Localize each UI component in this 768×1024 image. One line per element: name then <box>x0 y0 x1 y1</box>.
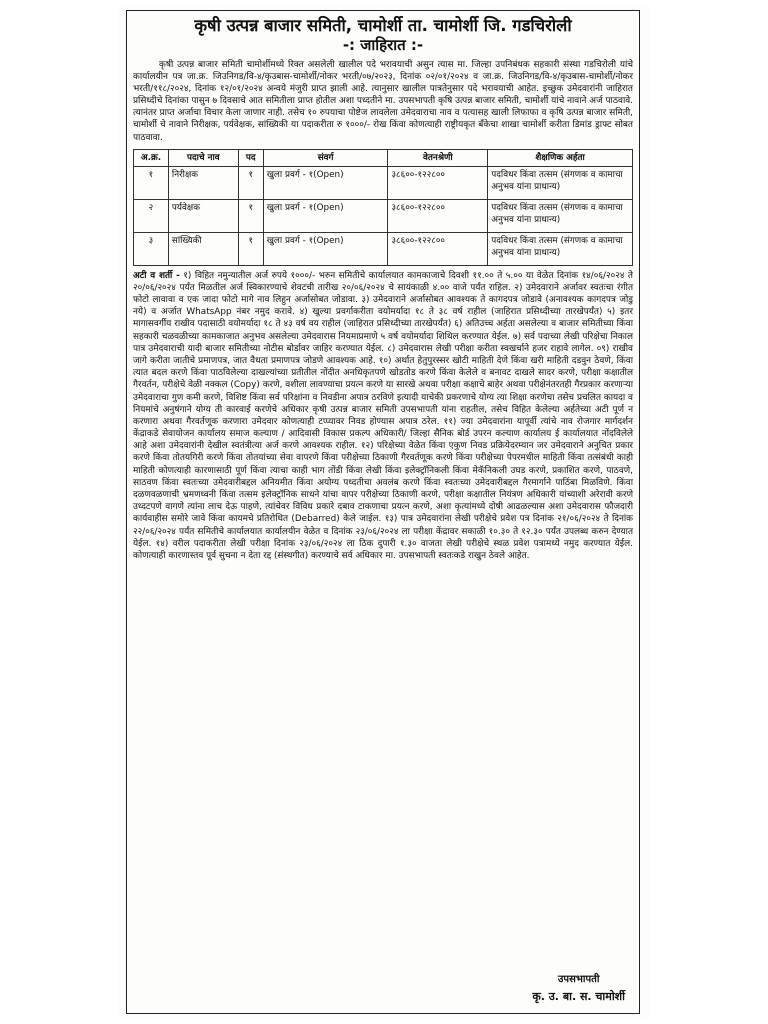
notice-frame <box>126 10 640 1014</box>
cell-qualification: पदविधर किंवा तत्सम (संगणक व कामाचा अनुभव यांना प्राधान्य) <box>488 199 633 232</box>
cell-count: १ <box>238 166 263 199</box>
notice-page <box>118 6 650 1018</box>
table-row <box>134 166 633 199</box>
table-row <box>134 232 633 265</box>
cell-category: खुला प्रवर्ग - १(Open) <box>263 199 388 232</box>
header-sr: अ.क्र. <box>134 149 169 166</box>
header-category: संवर्ग <box>263 149 388 166</box>
cell-sr: ३ <box>134 232 169 265</box>
cell-qualification: पदविधर किंवा तत्सम (संगणक व कामाचा अनुभव यांना प्राधान्य) <box>488 166 633 199</box>
table-row <box>134 199 633 232</box>
cell-category: खुला प्रवर्ग - १(Open) <box>263 232 388 265</box>
terms-body: १) विहित नमुन्यातील अर्ज रुपये १०००/- भरुन समितीचे कार्यालयात कामकाजाचे दिवशी ११.०० ते ५.०० या वेळेत दिनांक १४/०६/२०२४ ते २०/०६/२०२४ पर्यंत मिळतील अर्ज स्विकारण्याचे शेवटची तारीख २०/०६/२०२४ चे सायंकाळी ४.०० वाजे पर्यंत राहिल. २) उमेदवाराने अर्जावर स्वतःचा रंगीत फोटो लावावा व एक जादा फोटो मागे नाव लिहुन अर्जासोबत जोडावा. ३) उमेदवाराने अर्जासोबत आवश्यक ते कागदपत्र जोडावे (अनावश्यक कागदपत्र जोडु नये) व अर्जात WhatsApp नंबर नमुद करावे. ४) खुल्या प्रवर्गाकरीता वयोमर्यादा १८ ते ३८ वर्ष राहील (जाहिरात प्रसिध्दीच्या तारखेपर्यंत) ५) इतर मागासवर्गीय राखीव पदासाठी वयोमर्यादा १८ ते ४३ वर्ष वय राहील (जाहिरात प्रसिध्दीच्या तारखेपर्यंत) ६) अतिउच्च अर्हता असलेल्या व बाजार समितीच्या किंवा सहकारी चळवळीच्या कामकाजात अनुभव असलेल्या उमेदवारास नियमाप्रमाणे ५ वर्ष वयोमर्यादा शिथिल करण्यात येईल. ७) सर्व पदाच्या लेखी परिक्षेचा निकाल पात्र उमेदवाराची यादी बाजार समितीच्या नोटीस बोर्डावर जाहिर करण्यात येईल. ८) उमेदवारास लेखी परीक्षा करीता स्वखर्चाने हजर राहावे लागेल. ०९) राखीव जागे करीता जातीचे प्रमाणपत्र, जात वैधता प्रमाणपत्र जोडणे आवश्यक आहे. १०) अर्थात हेतुपुरस्सर खोटी माहिती देणे किंवा खरी माहिती दडवुन ठेवणे, किंवा त्यात बदल करणे किंवा पाठविलेल्या दाखल्यांच्या प्रतीतील नोंदीत अनधिकृतपणे खोडतोड करणे किंवा केलेले व बनावट दाखले सादर करणे, परीक्षा कक्षातील गैरवर्तन, परीक्षेचे वेळी नक्कल (Copy) करणे, वशीला लावण्याचा प्रयत्न करणे या सारखे अथवा परीक्षा कक्षाचे बाहेर अथवा परीक्षेनंतरतही गैरप्रकार करणाऱ्या उमेदवाराचा गुण कमी करणे, विशिष्ट किंवा सर्व परिक्षांना व निवडीना अपात्र ठरविणे इत्यादी याचेकी प्रकरणाचे योग्य त्या शिक्षा करणेचा तसेच प्रचलित कायदा व नियमांचे अनुषंगाने योग्य ती कारवाई करणेचे अधिकार कृषी उत्पन्न बाजार समिती उपसभापती यांना राहतील, तसेच विहित केलेल्या अर्हतेच्या अटी पूर्ण न करणारा अथवा गैरवर्तणूक करणारा उमेदवार कोणत्याही टप्प्यावर निवड होण्यास अपात्र ठरेल. ११) ज्या उमेदवारांना यापूर्वी त्यांचे नाव रोजगार मार्गदर्शन केंद्राकडे सेवायोजन कार्यालय समाज कल्याण / आदिवासी विकास प्रकल्प अधिकारी/ जिल्हा सैनिक बोर्ड उपरन कल्याण कार्यालय ई कार्यालयात नोंदविलेले आहे अशा उमेदवारांनी देखील स्वतंत्रीत्या अर्ज करणे आवश्यक राहील. १२) परिक्षेच्या वेळेत किंवा एकुण निवड प्रक्रियेदरम्यान जर उमेदवाराने अनुचित प्रकार करणे किंवा तोतयगिरी करणे किंवा तोतयांच्या सेवा वापरणे किंवा परीक्षेच्या ठिकाणी गैरवर्तणूक करणे किंवा परीक्षेच्या पेपरमधील माहिती किंवा तत्संबंधी काही माहिती कोणत्याही कारणासाठी पूर्ण किंवा त्याचा काही भाग तोंडी किंवा लेखी किंवा इलेक्ट्रॉनिकली किंवा मेकॅनिकली उघड करणे, प्रकाशित करणे, पाठवणे, साठवण किंवा स्वतःच्या उमेदवारीबद्दल अनियमीत किंवा अयोग्य पध्दतीचा अवलंब करणे किंवा स्वतःच्या उमेदवारीबद्दल गैरमार्गाने पाठिंबा मिळविणे. किंवा दळणवळणाची भ्रमणध्वनी किंवा तत्सम इलेक्ट्रॉनिक साधने यांचा वापर परीक्षेच्या ठिकाणी करणे, परीक्षा कक्षातील नियंत्रण अधिकारी यांच्याशी अरेरावी करणे उध्दटपणे वागणे त्यांना लाच देऊ पाहणे, त्यांचेवर विविध प्रकारे दबाव टाकणाचा प्रयत्न करणे, अशा कृत्यांमध्ये दोषी आढळल्यास अशा उमेदवारास फौजदारी कार्यवाहीस समोरे जावे किंवा कायमचे प्रतिरोधित (Debarred) केले जाईल. १३) पात्र उमेदवारांना लेखी परीक्षेचे प्रवेश पत्र दिनांक २१/०६/२०२४ ते दिनांक २२/०६/२०२४ पर्यंत समितीचे कार्यालयात कार्यालयीन वेळेत व दिनांक २३/०६/२०२४ ला परीक्षा केंद्रावर सकाळी १०.३० ते १२.३० पर्यंत उपलब्ध करुन देण्यात येईल. १४) वरील पदाकरीता लेखी परीक्षा दिनांक २३/०६/२०२४ ला ठिक दुपारी १.३० वाजता लेखी परीक्षेचे स्थळ प्रवेश पत्रामध्ये नमुद करण्यात येईल. कोणत्याही कारणास्तव पूर्व सुचना न देता रद्द (संस्थगीत) करण्याचे सर्व अधिकार मा. उपसभापती स्वतःकडे राखुन ठेवले आहेत. <box>133 270 633 561</box>
header-count: पद <box>238 149 263 166</box>
posts-table <box>133 149 633 266</box>
header-pay: वेतनश्रेणी <box>388 149 488 166</box>
signatory-title: उपसभापती <box>557 974 600 985</box>
cell-pay: ३८६००-१२२८०० <box>388 166 488 199</box>
cell-post: पर्यवेक्षक <box>168 199 238 232</box>
header-qualification: शैक्षणिक अर्हता <box>488 149 633 166</box>
table-header-row <box>134 149 633 166</box>
cell-sr: २ <box>134 199 169 232</box>
cell-count: १ <box>238 232 263 265</box>
cell-qualification: पदविधर किंवा तत्सम (संगणक व कामाचा अनुभव यांना प्राधान्य) <box>488 232 633 265</box>
terms-heading: अटी व शर्ती - <box>133 270 180 281</box>
cell-count: १ <box>238 199 263 232</box>
notice-title: कृषी उत्पन्न बाजार समिती, चामोर्शी ता. चामोर्शी जि. गडचिरोली <box>194 16 572 35</box>
cell-sr: १ <box>134 166 169 199</box>
cell-post: निरीक्षक <box>168 166 238 199</box>
cell-post: सांख्यिकी <box>168 232 238 265</box>
intro-paragraph: कृषी उत्पन्न बाजार समिती चामोर्शीमध्ये रिक्त असलेली खालील पदे भरावयाची असुन त्यास मा. जिल्हा उपनिबंधक सहकारी संस्था गडचिरोली यांचे कार्यालयीन पत्र जा.क्र. जिउनिगड/वि-४/कृउबास-चामोर्शी/नोकर भरती/०७/२०२३, दिनांक ०२/०१/२०२४ व जा.क्र. जिउनिगड/वि-४/कृउबास-चामोर्शी/नोकर भरती/११८/२०२४, दिनांक १२/०१/२०२४ अन्वये मंजुरी प्राप्त झाली आहे. त्यानुसार खालील पात्रतेनुसार पदे भरावयाची आहेत. इच्छुक उमेदवारांनी जाहिरात प्रसिध्दीचे दिनांका पासुन ७ दिवसाचे आत समितीला प्राप्त होतील अशा पध्दतीने मा. उपसभापती कृषि उत्पन्न बाजार समिती, चामोर्शी यांचे नावाने अर्ज पाठवावे. त्यानंतर प्राप्त अर्जाचा विचार केला जाणार नाही. तसेच १० रुपयाचा पोष्टेज लावलेला उमेदवाराचा नाव व पत्यासह खाली लिफाफा व कृषि उत्पन्न बाजार समिती, चामोर्शी चे नावाने निरीक्षक, पर्यवेक्षक, सांख्यिकी या पदाकरीता रु १०००/- रोख किंवा कोणत्याही राष्ट्रीयकृत बँकेचा शाखा चामोर्शी करीता डिमांड ड्राफ्ट सोबत पाठवावा. <box>133 60 633 143</box>
cell-category: खुला प्रवर्ग - १(Open) <box>263 166 388 199</box>
signatory-org: कृ. उ. बा. स. चामोर्शी <box>532 990 625 1003</box>
cell-pay: ३८६००-१२२८०० <box>388 199 488 232</box>
notice-subtitle: -: जाहिरात :- <box>342 36 424 54</box>
terms-paragraph <box>133 270 633 563</box>
header-post: पदाचे नाव <box>168 149 238 166</box>
signature-block <box>532 971 625 1005</box>
cell-pay: ३८६००-१२२८०० <box>388 232 488 265</box>
